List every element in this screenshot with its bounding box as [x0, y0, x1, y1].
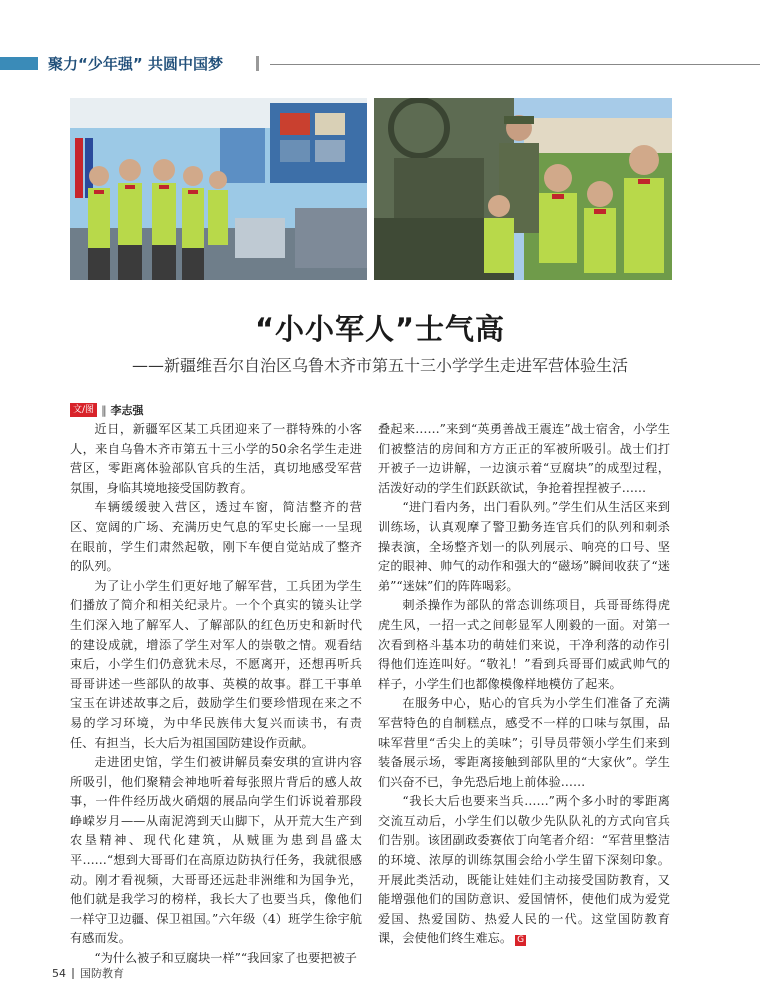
- article-column-right: [378, 420, 670, 949]
- paragraph: 为了让小学生们更好地了解军营，工兵团为学生们播放了简介和相关纪录片。一个个真实的镜头让学生们深入地了解军人、了解部队的红色历史和新时代的建设成就，增添了学生对军人的崇敬之情。观看结束后，小学生们仍意犹未尽，不愿离开，还想再听兵哥哥讲述一些部队的故事、英模的故事。群工干事单宝玉在讲述故事之后，鼓励学生们要珍惜现在来之不易的学习环境，为中华民族伟大复兴而读书，有责任、有担当，长大后为祖国国防建设作贡献。: [70, 578, 362, 750]
- photo-exhibition-hall-image: [70, 98, 367, 280]
- header-rule: [270, 64, 760, 65]
- article-title: “小小军人”士气高: [254, 312, 506, 346]
- paragraph: 在服务中心，贴心的官兵为小学生们准备了充满军营特色的自制糕点，感受不一样的口味与氛围，品味军营里“舌尖上的美味”；引导员带领小学生们来到装备展示场，零距离接触到部队里的“大家伙”。学生们兴奋不已，争先恐后地上前体验……: [378, 696, 670, 789]
- paragraph: 叠起来……”来到“英勇善战王震连”战士宿舍，小学生们被整洁的房间和方方正正的军被所吸引。战士们打开被子一边讲解，一边演示着“豆腐块”的成型过程，活泼好动的学生们跃跃欲试，争抢着捏捏被子……: [378, 422, 670, 495]
- paragraph-last: [378, 792, 670, 949]
- byline-tag: 文/图: [70, 403, 97, 417]
- paragraph: 刺杀操作为部队的常态训练项目，兵哥哥练得虎虎生风，一招一式之间彰显军人刚毅的一面。对第一次看到格斗基本功的萌娃们来说，干净利落的动作引得他们连连叫好。“敬礼！”看到兵哥哥们威武帅气的样子，小学生们也都像模像样地模仿了起来。: [378, 598, 670, 691]
- article-column-left: [70, 420, 362, 969]
- author-name: 李志强: [110, 404, 144, 417]
- paragraph: “进门看内务，出门看队列。”学生们从生活区来到训练场，认真观摩了警卫勤务连官兵们的队列和刺杀操表演，全场整齐划一的队列展示、响亮的口号、坚定的眼神、帅气的动作和强大的“磁场”瞬间收获了“迷弟”“迷妹”们的阵阵喝彩。: [378, 500, 670, 593]
- paragraph: 近日，新疆军区某工兵团迎来了一群特殊的小客人，来自乌鲁木齐市第五十三小学的50余名学生走进营区，零距离体验部队官兵的生活，真切地感受军营氛围，身临其境地接受国防教育。: [70, 422, 362, 495]
- photo-equipment-display: [374, 98, 672, 280]
- section-header: 聚力“少年强” 共圆中国梦: [48, 55, 223, 73]
- photo-equipment-display-image: [374, 98, 672, 280]
- header-accent-bar: [0, 57, 38, 70]
- footer-separator: [72, 968, 74, 979]
- paragraph-text: “我长大后也要来当兵……”两个多小时的零距离交流互动后，小学生们以敬少先队队礼的方式向官兵们告别。该团副政委赛依丁向笔者介绍：“军营里整洁的环境、浓厚的训练氛围会给小学生留下深刻印象。开展此类活动，既能让娃娃们主动接受国防教育，又能增强他们的国防意识、爱国情怀，使他们成为爱党爱国、热爱国防、热爱人民的一代。这堂国防教育课，会使他们终生难忘。: [378, 794, 670, 946]
- byline: [70, 402, 144, 418]
- photo-exhibition-hall: [70, 98, 367, 280]
- article-subtitle: ——新疆维吾尔自治区乌鲁木齐市第五十三小学学生走进军营体验生活: [131, 356, 628, 375]
- paragraph: “为什么被子和豆腐块一样”“我回家了也要把被子: [94, 951, 357, 966]
- header-separator: [256, 56, 259, 71]
- page-number: 54: [52, 966, 66, 980]
- paragraph: 走进团史馆，学生们被讲解员秦安琪的宣讲内容所吸引，他们聚精会神地听着每张照片背后的感人故事，一件件经历战火硝烟的展品向学生们诉说着那段峥嵘岁月——从南泥湾到天山脚下，从开荒大生产到农垦精神、现代化建筑，从贼匪为患到昌盛太平……“想到大哥哥们在高原边防执行任务，我就很感动。刚才看视频，大哥哥还远赴非洲维和为国争光，他们就是我学习的榜样，我长大了也要当兵，像他们一样守卫边疆、保卫祖国。”六年级（4）班学生徐宇航有感而发。: [70, 755, 362, 946]
- byline-separator: ‖: [101, 403, 107, 417]
- page-footer: [52, 965, 124, 981]
- magazine-name: 国防教育: [80, 967, 124, 980]
- paragraph: 车辆缓缓驶入营区，透过车窗，简洁整齐的营区、宽阔的广场、充满历史气息的军史长廊一一呈现在眼前，学生们肃然起敬，刚下车便自觉站成了整齐的队列。: [70, 500, 362, 574]
- end-mark-icon: G: [517, 935, 525, 946]
